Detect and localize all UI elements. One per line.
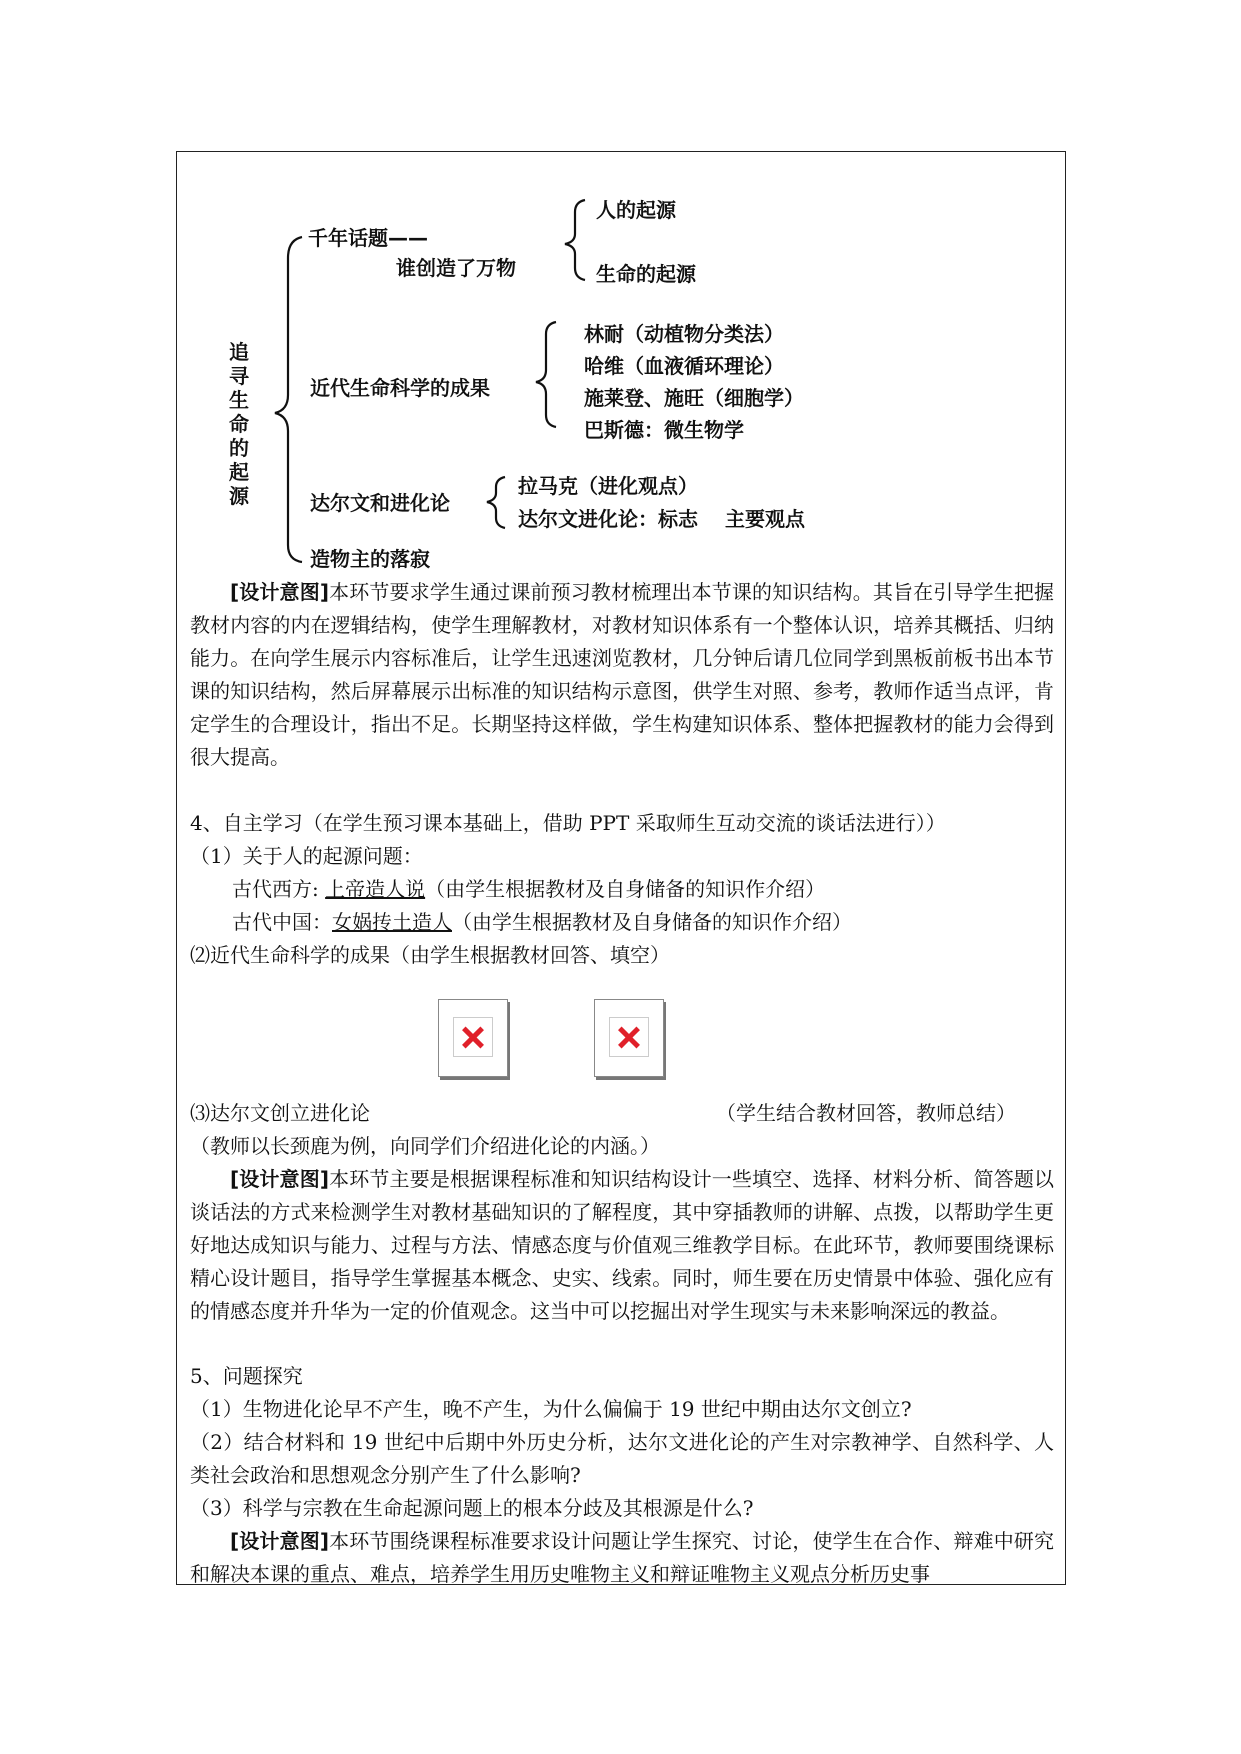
design-intent-2 [190, 1163, 1054, 1328]
topic1-line1: 千年话题—— [308, 226, 428, 250]
topic2-label: 近代生命科学的成果 [310, 376, 490, 400]
section4-heading: 4、自主学习（在学生预习课本基础上，借助 PPT 采取师生互动交流的谈话法进行）） [190, 811, 946, 835]
section4-west: 古代西方: 上帝造人说（由学生根据教材及自身储备的知识作介绍） [232, 877, 826, 901]
topic3-label: 达尔文和进化论 [310, 491, 450, 515]
broken-image-icon [594, 999, 664, 1077]
topic2-item: 施莱登、施旺（细胞学） [584, 386, 804, 410]
topic1-item: 生命的起源 [596, 262, 696, 286]
topic1-line2: 谁创造了万物 [396, 256, 516, 280]
west-answer: 上帝造人说 [325, 877, 426, 901]
design-intent-label: [设计意图] [230, 580, 329, 604]
topic2-item: 哈维（血液循环理论） [584, 354, 784, 378]
section5-q2: （2）结合材料和 19 世纪中后期中外历史分析，达尔文进化论的产生对宗教神学、自然科学、人类社会政治和思想观念分别产生了什么影响? [190, 1430, 1054, 1487]
topic2-item: 巴斯德：微生物学 [584, 418, 744, 442]
section4-q3: ⑶达尔文创立进化论 [190, 1101, 370, 1125]
design-intent-text: 本环节要求学生通过课前预习教材梳理出本节课的知识结构。其旨在引导学生把握教材内容的内在逻辑结构，使学生理解教材，对教材知识体系有一个整体认识，培养其概括、归纳能力。在向学生展示内容标准后，让学生迅速浏览教材，几分钟后请几位同学到黑板前板书出本节课的知识结构，然后屏幕展示出标准的知识结构示意图，供学生对照、参考，教师作适当点评，肯定学生的合理设计，指出不足。长期坚持这样做，学生构建知识体系、整体把握教材的能力会得到很大提高。 [190, 580, 1055, 769]
topic4-label: 造物主的落寂 [310, 547, 430, 571]
section5-q3: （3）科学与宗教在生命起源问题上的根本分歧及其根源是什么? [190, 1496, 754, 1520]
section4-q1: （1）关于人的起源问题： [190, 844, 423, 868]
design-intent-3 [190, 1525, 1054, 1591]
section5-q1: （1）生物进化论早不产生，晚不产生，为什么偏偏于 19 世纪中期由达尔文创立? [190, 1397, 912, 1421]
china-answer: 女娲抟土造人 [332, 910, 452, 934]
broken-image-icon [438, 999, 508, 1077]
topic2-item: 林耐（动植物分类法） [584, 322, 784, 346]
design-intent-text: 本环节主要是根据课程标准和知识结构设计一些填空、选择、材料分析、简答题以谈话法的方式来检测学生对教材基础知识的了解程度，其中穿插教师的讲解、点拨，以帮助学生更好地达成知识与能力、过程与方法、情感态度与价值观三维教学目标。在此环节，教师要围绕课标精心设计题目，指导学生掌握基本概念、史实、线索。同时，师生要在历史情景中体验、强化应有的情感态度并升华为一定的价值观念。这当中可以挖掘出对学生现实与未来影响深远的教益。 [190, 1167, 1055, 1323]
topic1-item: 人的起源 [596, 198, 676, 222]
section4-q3-note: （学生结合教材回答，教师总结） [716, 1101, 1016, 1125]
topic3-item: 达尔文进化论：标志 主要观点 [518, 507, 805, 531]
diagram-title: 追寻生命的起源 [229, 340, 249, 508]
section5-heading: 5、问题探究 [190, 1364, 303, 1388]
section4-q3-sub: （教师以长颈鹿为例，向同学们介绍进化论的内涵。） [190, 1134, 660, 1158]
design-intent-label: [设计意图] [230, 1529, 329, 1553]
topic3-item: 拉马克（进化观点） [518, 474, 698, 498]
design-intent-1 [190, 576, 1054, 774]
design-intent-text: 本环节围绕课程标准要求设计问题让学生探究、讨论，使学生在合作、辩难中研究和解决本课的重点、难点，培养学生用历史唯物主义和辩证唯物主义观点分析历史事 [190, 1529, 1054, 1586]
section4-q2: ⑵近代生命科学的成果（由学生根据教材回答、填空） [190, 943, 670, 967]
section4-china: 古代中国：女娲抟土造人（由学生根据教材及自身储备的知识作介绍） [232, 910, 852, 934]
design-intent-label: [设计意图] [230, 1167, 329, 1191]
